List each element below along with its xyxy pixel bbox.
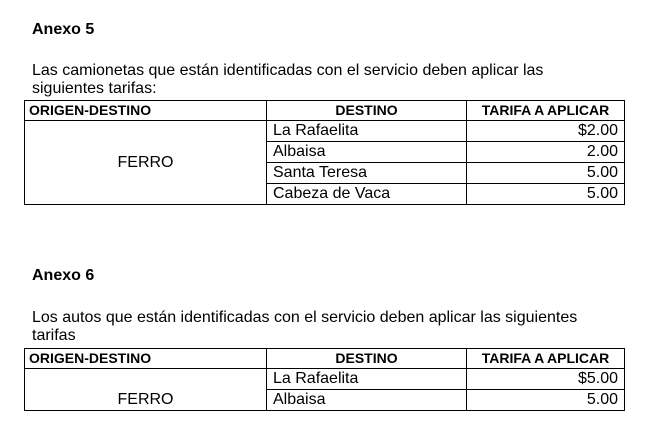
anexo6-table: [24, 348, 625, 411]
tarifa-cell: 5.00: [467, 390, 625, 411]
anexo6-description: Los autos que están identificadas con el servicio deben aplicar las siguientes tarifas: [32, 309, 578, 344]
destino-cell: Cabeza de Vaca: [267, 184, 467, 205]
table-header-row: [25, 101, 625, 121]
destino-cell: La Rafaelita: [267, 121, 467, 142]
origen-cell: FERRO: [25, 121, 267, 205]
header-destino: DESTINO: [267, 349, 467, 369]
destino-cell: Santa Teresa: [267, 163, 467, 184]
tarifa-cell: 2.00: [467, 142, 625, 163]
tarifa-cell: $2.00: [467, 121, 625, 142]
tarifa-cell: $5.00: [467, 369, 625, 390]
header-tarifa: TARIFA A APLICAR: [467, 101, 625, 121]
origen-cell: FERRO: [25, 369, 267, 411]
header-origen-destino: ORIGEN-DESTINO: [25, 349, 267, 369]
header-tarifa: TARIFA A APLICAR: [467, 349, 625, 369]
destino-cell: Albaisa: [267, 142, 467, 163]
anexo6-title: Anexo 6: [32, 267, 95, 284]
anexo5-title: Anexo 5: [32, 21, 95, 38]
tarifa-cell: 5.00: [467, 163, 625, 184]
destino-cell: La Rafaelita: [267, 369, 467, 390]
header-origen-destino: ORIGEN-DESTINO: [25, 101, 267, 121]
anexo5-description: Las camionetas que están identificadas con el servicio deben aplicar las siguientes tarifas:: [32, 62, 544, 97]
tarifa-cell: 5.00: [467, 184, 625, 205]
anexo5-table: [24, 100, 625, 205]
header-destino: DESTINO: [267, 101, 467, 121]
table-row: [25, 121, 625, 142]
table-row: [25, 369, 625, 390]
table-header-row: [25, 349, 625, 369]
destino-cell: Albaisa: [267, 390, 467, 411]
